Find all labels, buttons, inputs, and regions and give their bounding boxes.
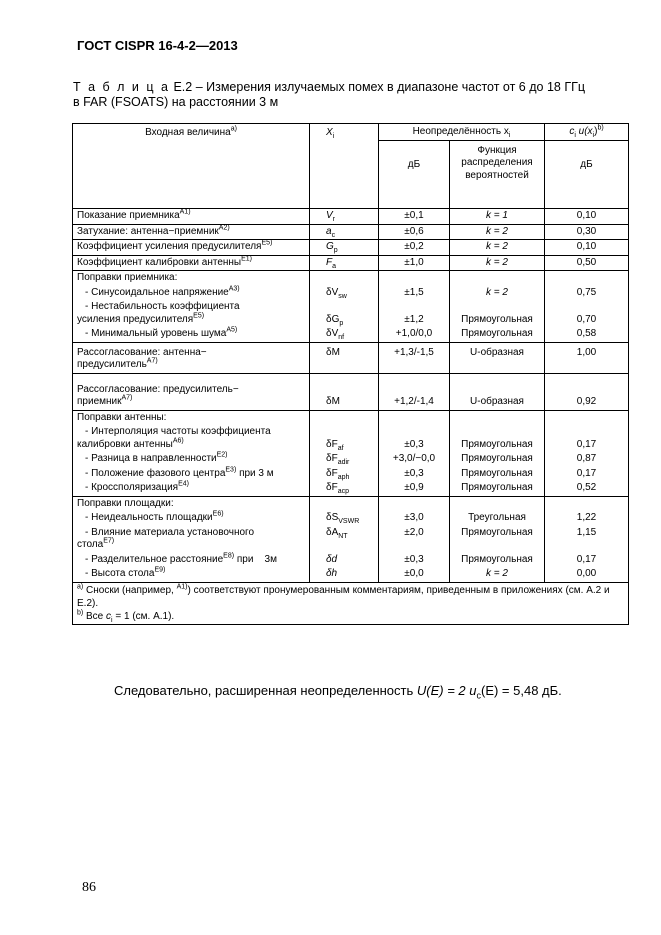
header-uncertainty: Неопределённость $x_i$ — [379, 124, 545, 141]
table-row: Коэффициент усиления предусилителя$^{E5)}$ $G_p$ ±0,2 k = 2 0,10 — [73, 240, 629, 256]
section-antenna: Поправки антенны: — [73, 410, 629, 425]
table-row: - Неидеальность площадки$^{E6)}$ $\delta S_{VSWR}$ ±3,0 Треугольная 1,22 — [73, 511, 629, 526]
table-row: Коэффициент калибровки антенны$^{E1)}$ $F_a$ ±1,0 k = 2 0,50 — [73, 255, 629, 271]
table-row: - Разница в направленности$^{E2)}$ $\delta F_{adir}$ +3,0/−0,0 Прямоугольная 0,87 — [73, 452, 629, 467]
section-site: Поправки площадки: — [73, 496, 629, 511]
table-caption — [73, 80, 585, 110]
table-row: - Интерполяция частоты коэффициента калибровки антенны$^{A6)}$ $\delta F_{af}$ ±0,3 Прямоугольная 0,17 — [73, 425, 629, 452]
table-row: - Нестабильность коэффициента усиления предусилителя$^{E5)}$ $\delta G_p$ ±1,2 Прямоугольная 0,70 — [73, 300, 629, 327]
table-row: - Синусоидальное напряжение$^{A3)}$ $\delta V_{sw}$ ±1,5 k = 2 0,75 — [73, 286, 629, 301]
document-header: ГОСТ CISPR 16-4-2—2013 — [77, 38, 238, 53]
table-row: Показание приемника$^{A1)}$ $V_r$ ±0,1 k = 1 0,10 — [73, 209, 629, 225]
caption-text-1: Е.2 – Измерения излучаемых помех в диапазоне частот от 6 до 18 ГГц — [169, 80, 586, 94]
section-receiver: Поправки приемника: — [73, 271, 629, 286]
table-row: - Положение фазового центра$^{E3)}$ при 3 м $\delta F_{aph}$ ±0,3 Прямоугольная 0,17 — [73, 467, 629, 482]
header-db: дБ — [379, 140, 450, 209]
table-subheader-row — [73, 140, 629, 209]
header-db2: дБ — [545, 140, 629, 209]
header-xi: $X_i$ — [310, 124, 379, 141]
table-header-row — [73, 124, 629, 141]
table-row: - Влияние материала установочного стола$^{E7)}$ $\delta A_{NT}$ ±2,0 Прямоугольная 1,15 — [73, 526, 629, 553]
table-row: - Минимальный уровень шума$^{A5)}$ $\delta V_{nf}$ +1,0/0,0 Прямоугольная 0,58 — [73, 327, 629, 342]
table-row: - Высота стола$^{E9)}$ δh ±0,0 k = 2 0,00 — [73, 567, 629, 582]
header-input: Входная величина$^{a)}$ — [73, 124, 310, 141]
header-ci: $c_i$ $u(x_i)^{b)}$ — [545, 124, 629, 141]
table-row: Затухание: антенна−приемник$^{A2)}$ $a_c$ ±0,6 k = 2 0,30 — [73, 224, 629, 240]
table-footnotes — [73, 582, 629, 624]
table-row: Рассогласование: предусилитель− приемник$^{A7)}$ δM +1,2/-1,4 U-образная 0,92 — [73, 373, 629, 410]
footnote-b: $^{b)}$ Все $c_i = 1$ (см. А.1). — [77, 609, 175, 624]
header-distribution: Функция распределения вероятностей — [450, 140, 545, 209]
result-statement: Следовательно, расширенная неопределенность U(E) = 2 $u_c(E) = 5,48$ дБ. — [114, 683, 562, 701]
table-row: Рассогласование: антенна− предусилитель$^{A7)}$ δM +1,3/-1,5 U-образная 1,00 — [73, 342, 629, 373]
page-number: 86 — [82, 880, 96, 895]
caption-label: Т а б л и ц а — [73, 80, 170, 94]
caption-text-2: в FAR (FSOATS) на расстоянии 3 м — [73, 95, 279, 109]
uncertainty-table — [72, 123, 629, 625]
table-row: - Разделительное расстояние$^{E8)}$ при 3м δd ±0,3 Прямоугольная 0,17 — [73, 553, 629, 568]
footnote-a: $^{a)}$ Сноски (например, $^{A1)}$) соответствуют пронумерованным комментариям, приведенным в приложениях (см. А.2 и Е.2). — [77, 583, 610, 609]
table-row: - Кроссполяризация$^{E4)}$ $\delta F_{acp}$ ±0,9 Прямоугольная 0,52 — [73, 481, 629, 496]
